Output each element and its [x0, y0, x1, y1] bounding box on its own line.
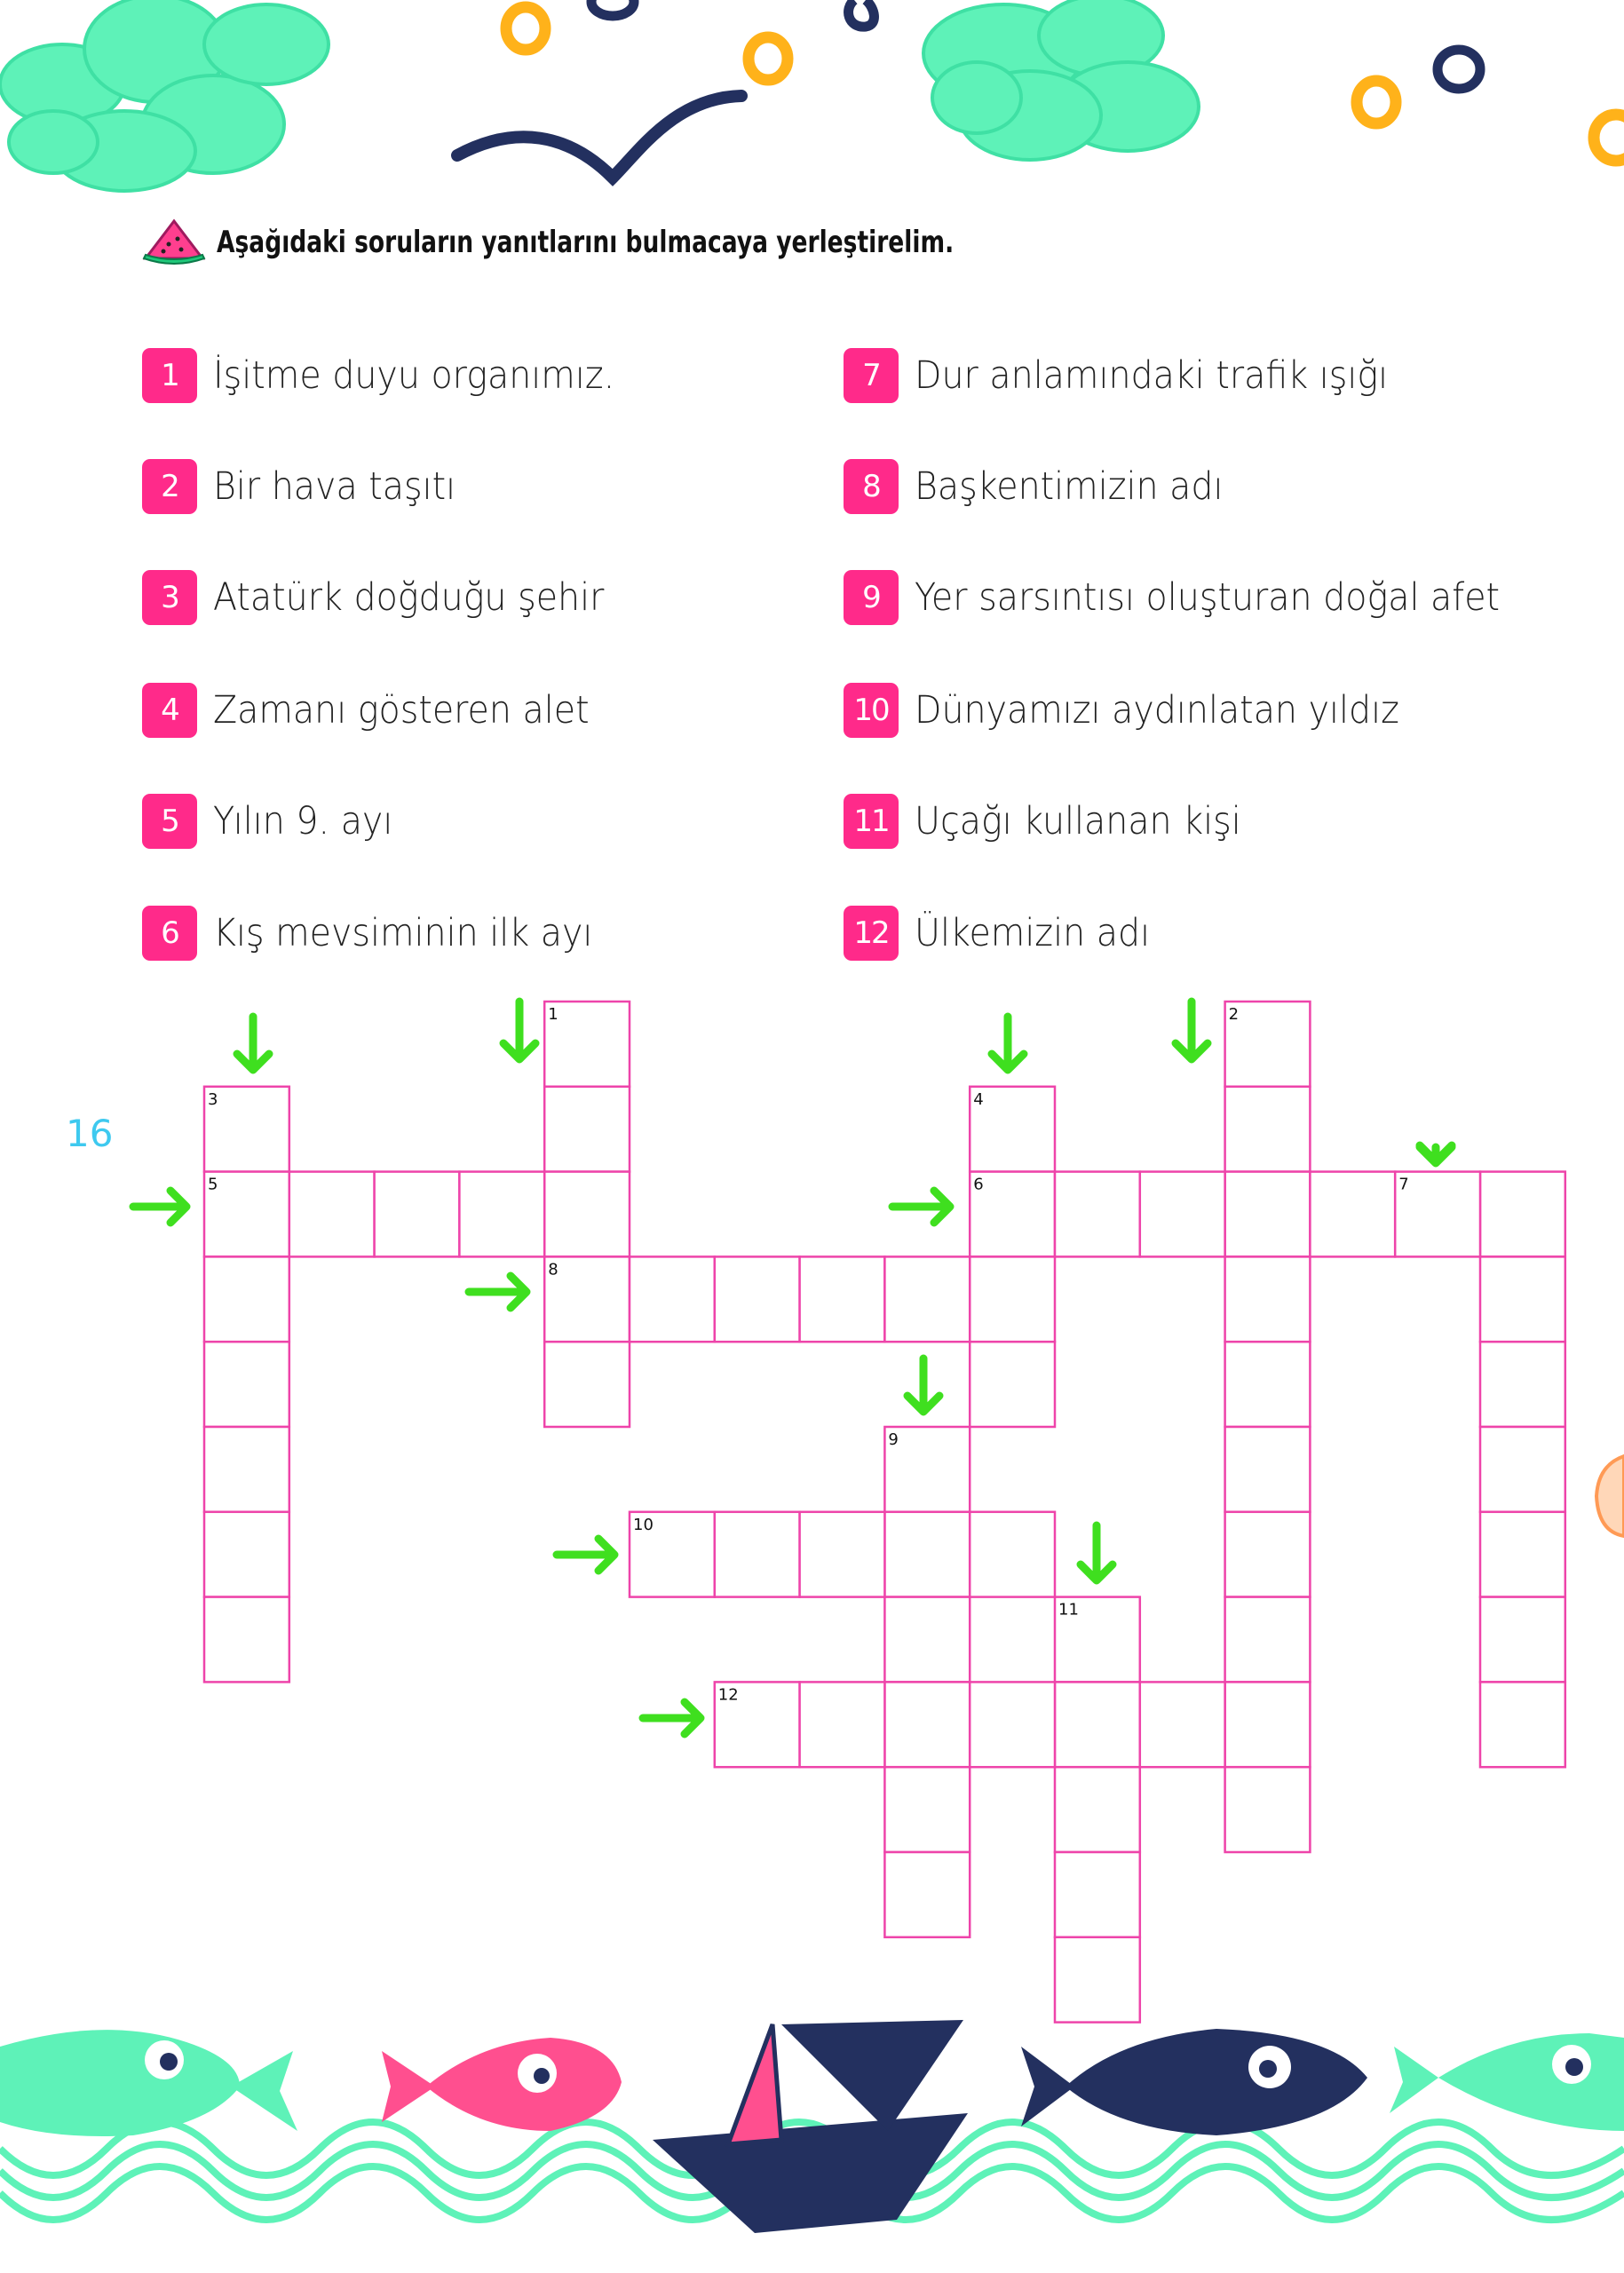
right-arrow-icon — [643, 1702, 701, 1734]
crossword-cell[interactable] — [204, 1256, 289, 1342]
cell-number: 5 — [208, 1175, 218, 1194]
crossword-cell[interactable] — [1225, 1342, 1311, 1427]
clue-number-badge: 4 — [142, 683, 197, 738]
page-number: 16 — [66, 1112, 114, 1155]
clue-text: Kış mevsiminin ilk ayı — [213, 911, 593, 955]
crossword-cell[interactable] — [715, 1256, 800, 1342]
clue-number-badge: 6 — [142, 906, 197, 961]
down-arrow-icon — [237, 1017, 269, 1070]
clue-number-badge: 3 — [142, 570, 197, 625]
crossword-cell[interactable] — [1140, 1172, 1225, 1257]
crossword-cell[interactable] — [1480, 1172, 1565, 1257]
crossword-cell[interactable] — [970, 1682, 1055, 1767]
crossword-cell[interactable] — [544, 1087, 630, 1172]
crossword-cell[interactable] — [204, 1342, 289, 1427]
crossword-cell[interactable] — [204, 1427, 289, 1512]
cell-number: 4 — [973, 1089, 984, 1109]
crossword-cell[interactable] — [1225, 1512, 1311, 1597]
crossword-cell[interactable] — [204, 1597, 289, 1683]
crossword-cell[interactable] — [204, 1512, 289, 1597]
right-arrow-icon — [133, 1191, 186, 1223]
clue-text: Ülkemizin adı — [915, 911, 1151, 955]
crossword-cell[interactable] — [1480, 1682, 1565, 1767]
clue-text: Dur anlamındaki trafik ışığı — [915, 353, 1389, 398]
down-arrow-icon — [1420, 1145, 1452, 1161]
clue-number-badge: 10 — [844, 683, 899, 738]
down-arrow-icon — [992, 1017, 1024, 1070]
cell-number: 3 — [208, 1089, 218, 1109]
crossword-cell[interactable] — [1480, 1342, 1565, 1427]
cell-number: 6 — [973, 1175, 984, 1194]
clue-number-badge: 9 — [844, 570, 899, 625]
crossword-cell[interactable] — [715, 1512, 800, 1597]
clue-text: Dünyamızı aydınlatan yıldız — [915, 688, 1399, 733]
crossword-cell[interactable] — [1140, 1682, 1225, 1767]
cell-number: 7 — [1398, 1175, 1409, 1194]
crossword-cell[interactable] — [544, 1342, 630, 1427]
crossword-cell[interactable] — [800, 1682, 885, 1767]
clue-text: Başkentimizin adı — [915, 464, 1224, 509]
crossword-cell[interactable] — [1055, 1682, 1140, 1767]
mint-fish-left-icon — [0, 2030, 297, 2136]
paper-boat-icon — [653, 2020, 968, 2233]
crossword-cell[interactable] — [1480, 1512, 1565, 1597]
clue-number-badge: 11 — [844, 794, 899, 849]
crossword-cell[interactable] — [1225, 1427, 1311, 1512]
crossword-cell[interactable] — [1480, 1427, 1565, 1512]
crossword-cell[interactable] — [459, 1172, 544, 1257]
cell-number: 11 — [1058, 1600, 1079, 1620]
pink-fish-icon — [382, 2038, 622, 2131]
right-arrow-icon — [469, 1276, 527, 1308]
clue-text: Atatürk doğduğu şehir — [213, 575, 605, 620]
crossword-cell[interactable] — [884, 1512, 970, 1597]
cell-number: 10 — [633, 1515, 654, 1534]
crossword-cell[interactable] — [1055, 1767, 1140, 1852]
crossword-cell[interactable] — [970, 1342, 1055, 1427]
crossword-cell[interactable] — [884, 1597, 970, 1683]
cell-number: 2 — [1228, 1005, 1240, 1024]
crossword-cell[interactable] — [970, 1512, 1055, 1597]
navy-fish-icon — [1021, 2029, 1367, 2135]
down-arrow-icon — [1081, 1525, 1113, 1580]
crossword-cell[interactable] — [1480, 1256, 1565, 1342]
crossword-cell[interactable] — [884, 1256, 970, 1342]
clue-number-badge: 7 — [844, 348, 899, 403]
down-arrow-icon — [503, 1002, 535, 1059]
right-arrow-icon — [892, 1191, 950, 1223]
crossword-cell[interactable] — [1225, 1256, 1311, 1342]
crossword-cell[interactable] — [1225, 1682, 1311, 1767]
clue-text: İşitme duyu organımız. — [213, 353, 615, 398]
crossword-cell[interactable] — [1225, 1597, 1311, 1683]
crossword-cell[interactable] — [1310, 1172, 1395, 1257]
mint-fish-right-icon — [1390, 2033, 1624, 2131]
crossword-cell[interactable] — [375, 1172, 460, 1257]
clue-text: Uçağı kullanan kişi — [915, 799, 1241, 843]
clue-text: Bir hava taşıtı — [213, 464, 456, 509]
bottom-decoration — [0, 1998, 1624, 2273]
crossword-cell[interactable] — [970, 1256, 1055, 1342]
clue-text: Yer sarsıntısı oluşturan doğal afet — [915, 575, 1501, 620]
crossword-cell[interactable] — [1225, 1172, 1311, 1257]
clue-number-badge: 2 — [142, 459, 197, 514]
down-arrow-icon — [1176, 1002, 1208, 1059]
clue-number-badge: 8 — [844, 459, 899, 514]
right-arrow-icon — [557, 1539, 614, 1571]
instruction-text: Aşağıdaki soruların yanıtlarını bulmacaya yerleştirelim. — [217, 225, 955, 260]
cell-number: 8 — [548, 1260, 558, 1279]
crossword-cell[interactable] — [884, 1852, 970, 1937]
crossword-cell[interactable] — [884, 1767, 970, 1852]
down-arrow-icon — [907, 1358, 939, 1412]
crossword-cell[interactable] — [1055, 1172, 1140, 1257]
cell-number: 1 — [548, 1005, 558, 1024]
crossword-cell[interactable] — [884, 1682, 970, 1767]
clue-number-badge: 1 — [142, 348, 197, 403]
crossword-cell[interactable] — [630, 1256, 715, 1342]
crossword-cell[interactable] — [800, 1256, 885, 1342]
crossword-cell[interactable] — [1225, 1767, 1311, 1852]
crossword-cell[interactable] — [1480, 1597, 1565, 1683]
clue-number-badge: 5 — [142, 794, 197, 849]
clue-number-badge: 12 — [844, 906, 899, 961]
crossword-cell[interactable] — [1055, 1852, 1140, 1937]
crossword-cell[interactable] — [800, 1512, 885, 1597]
cell-number: 9 — [888, 1430, 899, 1449]
clue-text: Zamanı gösteren alet — [213, 688, 590, 733]
hand-icon — [1589, 1447, 1624, 1545]
crossword-cell[interactable] — [544, 1172, 630, 1257]
cell-number: 12 — [717, 1685, 739, 1705]
crossword-cell[interactable] — [1225, 1087, 1311, 1172]
crossword-cell[interactable] — [289, 1172, 375, 1257]
clue-text: Yılın 9. ayı — [213, 799, 393, 843]
